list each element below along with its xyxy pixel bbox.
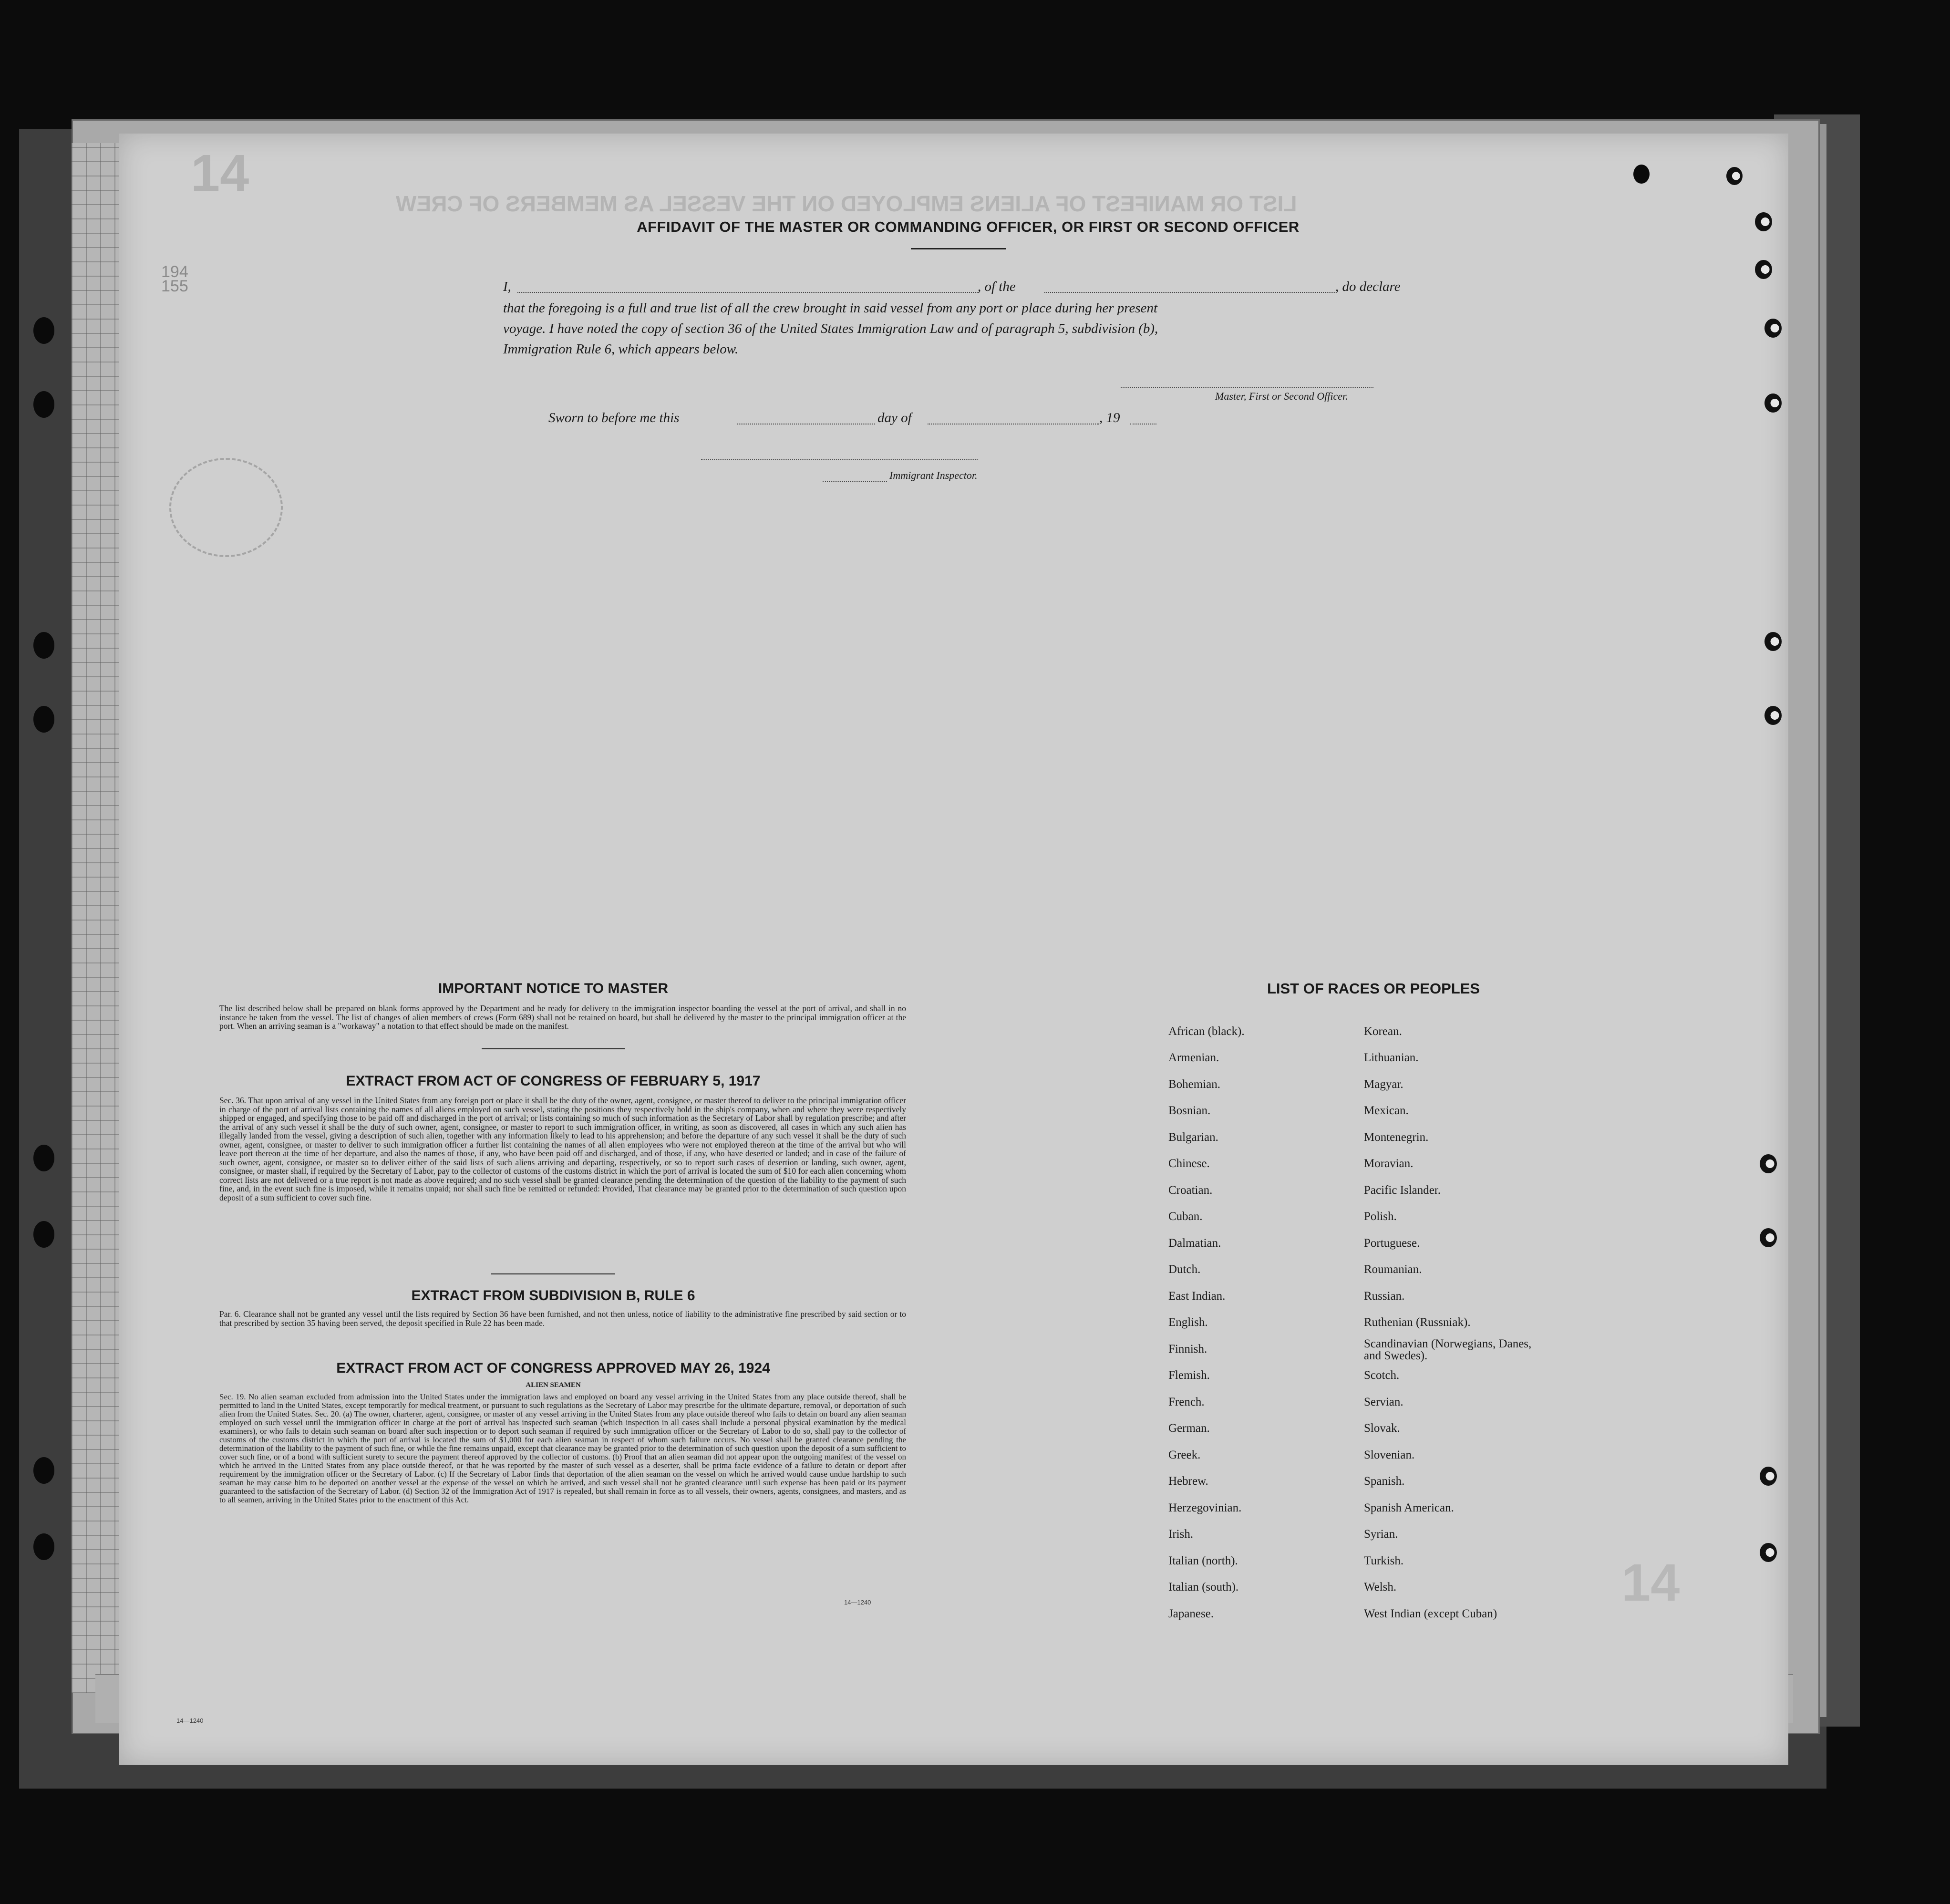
affidavit-sheet (119, 134, 1788, 1765)
race-item: Finnish. (1168, 1343, 1207, 1356)
binder-hole (1764, 393, 1782, 413)
binder-hole (1760, 1467, 1777, 1486)
race-item: African (black). (1168, 1025, 1245, 1038)
race-item: Spanish. (1364, 1475, 1405, 1488)
race-item: Scotch. (1364, 1369, 1400, 1382)
extract-1924-subtitle: ALIEN SEAMEN (526, 1381, 581, 1389)
race-item: Dalmatian. (1168, 1237, 1221, 1250)
inspector-label: Immigrant Inspector. (889, 469, 978, 481)
binder-hole (1764, 706, 1782, 725)
binder-hole (33, 1145, 54, 1171)
race-item: Hebrew. (1168, 1475, 1208, 1488)
race-item: Cuban. (1168, 1210, 1203, 1223)
inspector-title-lead (823, 481, 887, 482)
punch-mark (1633, 165, 1650, 184)
race-item: English. (1168, 1316, 1208, 1329)
race-item: Welsh. (1364, 1581, 1397, 1594)
ghost-page-number: 14 (191, 144, 249, 203)
race-item: Bohemian. (1168, 1078, 1221, 1091)
race-item: Greek. (1168, 1449, 1201, 1461)
race-item: Herzegovinian. (1168, 1501, 1242, 1514)
race-item: Japanese. (1168, 1607, 1214, 1620)
binder-hole (33, 391, 54, 418)
race-item: Spanish American. (1364, 1501, 1454, 1514)
inspector-signature-line[interactable] (701, 459, 978, 460)
race-item: West Indian (except Cuban) (1364, 1607, 1497, 1620)
affidavit-declare-label: , do declare (1335, 279, 1401, 294)
affidavit-i-label: I, (503, 279, 511, 294)
notice-title: IMPORTANT NOTICE TO MASTER (438, 981, 669, 996)
divider (911, 248, 1006, 249)
binder-hole (33, 1221, 54, 1248)
master-signature-label: Master, First or Second Officer. (1215, 390, 1348, 402)
race-item: Portuguese. (1364, 1237, 1420, 1250)
race-item: Dutch. (1168, 1263, 1201, 1276)
extract-1924-text: Sec. 19. No alien seaman excluded from admission into the United States under the immigration laws and employed on board any vessel arriving in the United States from any place outside thereof, shall be permitted to land in the United States, except temporarily for medical treatment, or pursuant to such regulations as the Secretary of Labor may prescribe for the ultimate departure, removal, or deportation of such alien from the United States. Sec. 20. (a) The owner, charterer, agent, consignee, or master of any vessel arriving in the United States from any place outside thereof who fails to detain on board any alien seaman employed on such vessel until the immigration officer in charge at the port of arrival has inspected such seaman (which inspection in all cases shall include a personal physical examination by the medical examiners), or who fails to detain such seaman on board after such inspection or to deport such seaman if required by such immigration officer or the Secretary of Labor to do so, shall pay to the collector of customs of the customs district in which the port of arrival is located the sum of $1,000 for each alien seaman in respect of whom such failure occurs. No vessel shall be granted clearance pending the determination of the liability to the payment of such fine, or while the fine remains unpaid, except that clearance may be granted prior to the determination of such question upon the deposit of a sum sufficient to cover such fine, or of a bond with sufficient surety to secure the payment thereof approved by the collector of customs. (b) Proof that an alien seaman did not appear upon the outgoing manifest of the vessel on which he arrived in the United States from any place outside thereof, or that he was reported by the master of such vessel as a deserter, shall be prima facie evidence of a failure to detain or deport after requirement by the immigration officer or the Secretary of Labor. (c) If the Secretary of Labor finds that deportation of the alien seaman on the vessel on which he arrived would cause undue hardship to such seaman he may cause him to be deported on another vessel at the expense of the vessel on which he arrived, and such vessel shall not be granted clearance until such expense has been paid or its payment guaranteed to the satisfaction of the Secretary of Labor. (d) Section 32 of the Immigration Act of 1917 is repealed, but shall remain in force as to all vessels, their owners, agents, consignees, and masters, and as to all seamen, arriving in the United States prior to the enactment of this Act. (219, 1392, 906, 1504)
binder-hole (33, 632, 54, 659)
day-of-label: day of (877, 410, 912, 425)
race-item: French. (1168, 1396, 1205, 1408)
ghost-margin-number: 194 155 (161, 263, 188, 295)
ghost-manifest-header: LIST OR MANIFEST OF ALIENS EMPLOYED ON THE VESSEL AS MEMBERS OF CREW (396, 191, 1297, 216)
race-item: Italian (south). (1168, 1581, 1239, 1594)
race-item: Armenian. (1168, 1051, 1219, 1064)
ghost-official-stamp (169, 458, 283, 557)
race-item: Bosnian. (1168, 1104, 1211, 1117)
extract-rule6-text: Par. 6. Clearance shall not be granted any vessel until the lists required by Section 36 have been furnished, and not then unless, notice of liability to the administrative fine prescribed by said section or to that prescribed by section 35 having been served, the deposit specified in Rule 22 has been made. (219, 1309, 906, 1328)
race-item: Lithuanian. (1364, 1051, 1419, 1064)
binder-hole (1755, 260, 1772, 279)
races-title: LIST OF RACES OR PEOPLES (1267, 980, 1480, 997)
binder-hole (1764, 319, 1782, 338)
affidavit-of-the-label: , of the (978, 279, 1016, 294)
race-item: Ruthenian (Russniak). (1364, 1316, 1471, 1329)
race-item: Scandinavian (Norwegians, Danes, and Swedes). (1364, 1337, 1532, 1362)
underlying-form-number: 14—1240 (176, 1717, 204, 1724)
race-item: Servian. (1364, 1396, 1403, 1408)
race-item: Flemish. (1168, 1369, 1210, 1382)
race-item: Turkish. (1364, 1554, 1404, 1567)
affidavit-title: AFFIDAVIT OF THE MASTER OR COMMANDING OFFICER, OR FIRST OR SECOND OFFICER (637, 218, 1300, 235)
race-item: East Indian. (1168, 1290, 1226, 1303)
sworn-label: Sworn to before me this (548, 410, 680, 425)
race-item: Pacific Islander. (1364, 1184, 1441, 1197)
race-item: Polish. (1364, 1210, 1397, 1223)
affidavit-body-line: Immigration Rule 6, which appears below. (503, 341, 739, 357)
race-item: Slovak. (1364, 1422, 1400, 1435)
race-item: Irish. (1168, 1528, 1194, 1541)
ghost-page-number-bottom: 14 (1621, 1553, 1680, 1612)
notice-text: The list described below shall be prepared on blank forms approved by the Department and be ready for delivery to the immigration inspector boarding the vessel at the port of arrival, and shall in no instance be taken from the vessel. The list of changes of alien members of crews (Form 689) shall not be retained on board, but shall be delivered by the master to the principal immigration officer at the port. When an arriving seaman is a "workaway" a notation to that effect should be made on the manifest. (219, 1004, 906, 1031)
extract-1924-title: EXTRACT FROM ACT OF CONGRESS APPROVED MAY 26, 1924 (336, 1360, 770, 1376)
binder-hole (1764, 632, 1782, 651)
binder-hole (1760, 1154, 1777, 1173)
race-item: Bulgarian. (1168, 1131, 1218, 1144)
affidavit-body-line: that the foregoing is a full and true list of all the crew brought in said vessel from any port or place during her present (503, 300, 1158, 316)
divider (482, 1048, 625, 1049)
master-name-line[interactable] (517, 292, 978, 293)
race-item: Russian. (1364, 1290, 1405, 1303)
binder-hole (33, 1533, 54, 1560)
extract-rule6-title: EXTRACT FROM SUBDIVISION B, RULE 6 (411, 1288, 695, 1304)
race-item: Magyar. (1364, 1078, 1403, 1091)
race-item: Slovenian. (1364, 1449, 1415, 1461)
race-item: Italian (north). (1168, 1554, 1238, 1567)
race-item: Montenegrin. (1364, 1131, 1429, 1144)
divider (491, 1273, 615, 1274)
race-item: Roumanian. (1364, 1263, 1422, 1276)
binder-hole (1760, 1543, 1777, 1562)
affidavit-body-line: voyage. I have noted the copy of section 36 of the United States Immigration Law and of paragraph 5, subdivision (b), (503, 321, 1158, 336)
extract-1917-text: Sec. 36. That upon arrival of any vessel in the United States from any foreign port or place it shall be the duty of the owner, agent, consignee, or master thereof to deliver to the principal immigration officer in charge of the port of arrival lists containing the names of all aliens employed on such vessel, stating the positions they respectively hold in the ship's company, when and where they were respectively shipped or engaged, and specifying those to be paid off and discharged in the port of arrival; or lists containing so much of such information as the Secretary of Labor shall by regulation prescribe; and after the arrival of any such vessel it shall be the duty of such owner, agent, consignee, or master to report to such immigration officer, in writing, as soon as discovered, all cases in which any such alien has illegally landed from the vessel, giving a description of such alien, together with any information likely to lead to his apprehension; and before the departure of any such vessel it shall be the duty of such owner, agent, consignee, or master to deliver to such immigration officer a further list containing the names of all alien employees who were not employed thereon at the time of the arrival but who will leave port thereon at the time of her departure, and also the names of those, if any, who have been paid off and discharged, and of those, if any, who have deserted or landed; and in case of the failure of such owner, agent, consignee, or master so to deliver either of the said lists of such aliens arriving and departing, respectively, or so to report such cases of desertion or landing, such owner, agent, consignee, or master shall, if required by the Secretary of Labor, pay to the collector of customs of the customs district in which the port of arrival is located the sum of $10 for each alien concerning whom correct lists are not delivered or a true report is not made as above required; and no such vessel shall be granted clearance pending the determination of the question of the liability to the payment of such fine, and, in the event such fine is imposed, while it remains unpaid; nor shall such fine be remitted or refunded: Provided, That clearance may be granted prior to the determination of such question upon deposit of a sum sufficient to cover such fine. (219, 1096, 906, 1202)
binder-hole (33, 317, 54, 344)
race-item: Mexican. (1364, 1104, 1409, 1117)
binder-hole (1726, 167, 1743, 185)
binder-hole (33, 706, 54, 733)
form-number: 14—1240 (844, 1599, 871, 1606)
race-item: Syrian. (1364, 1528, 1398, 1541)
race-item: Korean. (1364, 1025, 1402, 1038)
race-item: Croatian. (1168, 1184, 1213, 1197)
master-signature-line[interactable] (1121, 387, 1373, 388)
vessel-name-line[interactable] (1044, 292, 1335, 293)
race-item: Moravian. (1364, 1157, 1413, 1170)
extract-1917-title: EXTRACT FROM ACT OF CONGRESS OF FEBRUARY 5, 1917 (346, 1073, 761, 1089)
race-item: German. (1168, 1422, 1210, 1435)
race-item: Chinese. (1168, 1157, 1210, 1170)
binder-hole (1755, 212, 1772, 231)
binder-hole (1760, 1228, 1777, 1247)
year-label: , 19 (1099, 410, 1120, 425)
binder-hole (33, 1457, 54, 1484)
